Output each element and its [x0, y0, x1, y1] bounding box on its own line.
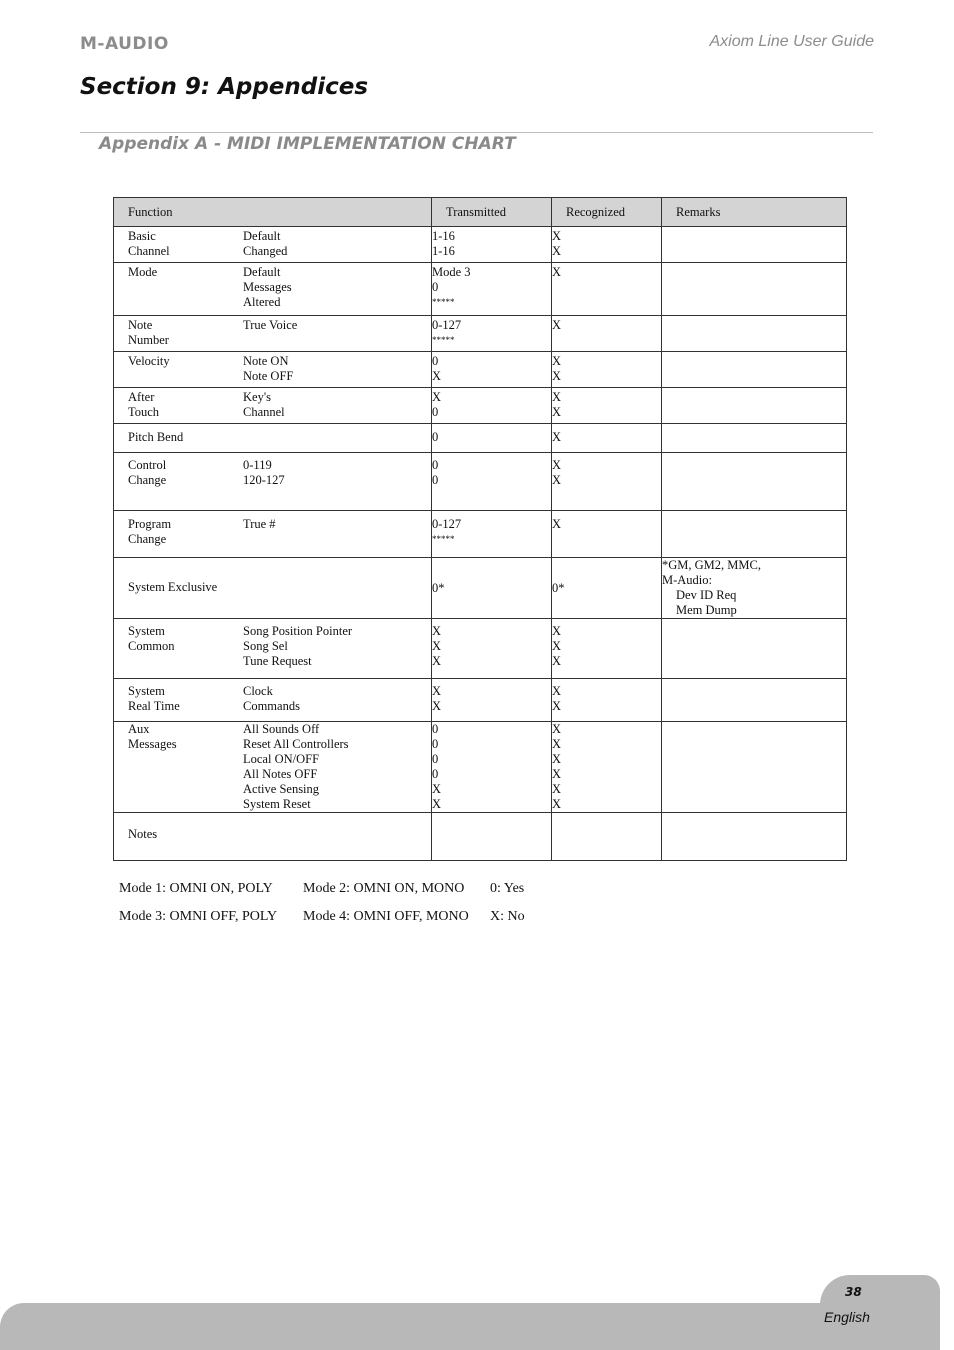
function-name-line: Notes	[128, 827, 158, 841]
function-detail	[243, 318, 297, 333]
transmitted-value: X	[432, 654, 442, 668]
transmitted-value: X	[432, 369, 442, 383]
function-detail-line: Note ON	[243, 354, 289, 368]
recognized-cell	[552, 263, 662, 316]
recognized-cell	[552, 388, 662, 424]
function-name	[128, 265, 157, 280]
transmitted-value: 0	[432, 752, 439, 766]
transmitted-value: 0	[432, 430, 439, 444]
transmitted-value: 1-16	[432, 244, 455, 258]
function-name-line: Note	[128, 318, 153, 332]
recognized-value: X	[552, 517, 562, 531]
transmitted-value: X	[432, 639, 442, 653]
function-detail-line: Messages	[243, 280, 292, 294]
function-name	[128, 430, 183, 445]
recognized-cell	[552, 424, 662, 453]
footer-bar	[0, 1303, 940, 1350]
transmitted-value: 0	[432, 458, 439, 472]
transmitted-cell	[432, 263, 552, 316]
header-function: Function	[114, 198, 432, 227]
transmitted-cell	[432, 813, 552, 861]
table-row	[114, 388, 847, 424]
function-detail-line: 0-119	[243, 458, 272, 472]
function-detail-line: Song Position Pointer	[243, 624, 353, 638]
table-header-row	[114, 198, 847, 227]
function-name-line: Channel	[128, 244, 170, 258]
function-cell	[114, 227, 432, 263]
table-row	[114, 813, 847, 861]
recognized-value: X	[552, 430, 562, 444]
mode2-label: Mode 2: OMNI ON, MONO	[303, 881, 465, 896]
function-name-line: After	[128, 390, 155, 404]
function-cell	[114, 813, 432, 861]
function-name-line: Aux	[128, 722, 150, 736]
recognized-value: X	[552, 752, 562, 766]
function-detail	[243, 229, 287, 259]
mode3-label: Mode 3: OMNI OFF, POLY	[119, 909, 278, 924]
recognized-cell	[552, 227, 662, 263]
function-name	[128, 354, 170, 369]
function-detail	[243, 517, 276, 532]
transmitted-value: *****	[432, 335, 455, 345]
transmitted-cell	[432, 352, 552, 388]
function-name-line: Basic	[128, 229, 156, 243]
appendix-title: Appendix A - MIDI IMPLEMENTATION CHART	[99, 134, 516, 154]
function-name-line: Program	[128, 517, 172, 531]
remarks-cell	[662, 558, 847, 619]
function-detail-line: Altered	[243, 295, 281, 309]
recognized-cell	[552, 679, 662, 722]
recognized-value: X	[552, 699, 562, 713]
midi-implementation-table	[113, 197, 847, 861]
language-label: English	[824, 1309, 870, 1325]
recognized-cell	[552, 813, 662, 861]
recognized-value: X	[552, 654, 562, 668]
transmitted-cell	[432, 424, 552, 453]
function-name	[128, 517, 171, 547]
function-detail-line: Clock	[243, 684, 273, 698]
transmitted-value: Mode 3	[432, 265, 471, 279]
no-legend: X: No	[490, 909, 525, 924]
recognized-value: X	[552, 244, 562, 258]
brand-logo: M-AUDIO	[80, 34, 169, 54]
function-detail-line: True Voice	[243, 318, 298, 332]
function-name-line: Control	[128, 458, 167, 472]
function-cell	[114, 424, 432, 453]
function-name-line: Mode	[128, 265, 158, 279]
transmitted-value: 0	[432, 280, 439, 294]
mode4-label: Mode 4: OMNI OFF, MONO	[303, 909, 469, 924]
function-detail	[243, 458, 285, 488]
function-cell	[114, 558, 432, 619]
mode1-label: Mode 1: OMNI ON, POLY	[119, 881, 273, 896]
function-name	[128, 229, 170, 259]
remarks-cell	[662, 511, 847, 558]
transmitted-value: 1-16	[432, 229, 455, 243]
remarks-cell	[662, 453, 847, 511]
function-name-line: Common	[128, 639, 175, 653]
function-name-line: Messages	[128, 737, 177, 751]
function-name-line: Real Time	[128, 699, 180, 713]
transmitted-cell	[432, 316, 552, 352]
function-detail	[243, 722, 349, 812]
recognized-value: X	[552, 458, 562, 472]
function-cell	[114, 679, 432, 722]
remarks-cell	[662, 424, 847, 453]
function-cell	[114, 263, 432, 316]
function-detail-line: 120-127	[243, 473, 285, 487]
table-row	[114, 227, 847, 263]
recognized-value: X	[552, 390, 562, 404]
transmitted-value: X	[432, 699, 442, 713]
recognized-value: X	[552, 405, 562, 419]
function-name-line: Touch	[128, 405, 160, 419]
transmitted-value: X	[432, 390, 442, 404]
function-detail-line: All Notes OFF	[243, 767, 318, 781]
table-row	[114, 453, 847, 511]
function-detail	[243, 390, 285, 420]
function-name	[128, 827, 157, 842]
function-name	[128, 624, 175, 654]
function-detail-line: Tune Request	[243, 654, 312, 668]
transmitted-value: 0	[432, 722, 439, 736]
table-row	[114, 316, 847, 352]
recognized-value: X	[552, 265, 562, 279]
transmitted-cell	[432, 453, 552, 511]
function-detail	[243, 265, 292, 310]
table-row	[114, 558, 847, 619]
function-detail-line: Key's	[243, 390, 271, 404]
function-name-line: Velocity	[128, 354, 170, 368]
transmitted-cell	[432, 722, 552, 813]
transmitted-value: 0	[432, 405, 439, 419]
transmitted-value: *****	[432, 297, 455, 307]
function-name-line: System Exclusive	[128, 580, 218, 594]
transmitted-value: 0	[432, 354, 439, 368]
recognized-value: X	[552, 639, 562, 653]
transmitted-cell	[432, 227, 552, 263]
recognized-value: X	[552, 354, 562, 368]
recognized-value: X	[552, 229, 562, 243]
function-detail-line: Active Sensing	[243, 782, 320, 796]
recognized-value: X	[552, 684, 562, 698]
function-detail	[243, 354, 293, 384]
remarks-line: Dev ID Req	[676, 588, 737, 602]
transmitted-cell	[432, 679, 552, 722]
recognized-value: 0*	[552, 580, 565, 595]
remarks-cell	[662, 679, 847, 722]
recognized-value: X	[552, 782, 562, 796]
function-detail-line: Default	[243, 265, 281, 279]
transmitted-value: 0-127	[432, 318, 462, 332]
remarks-cell	[662, 722, 847, 813]
remarks-cell	[662, 263, 847, 316]
function-detail-line: Channel	[243, 405, 285, 419]
transmitted-value: 0*	[432, 580, 445, 595]
recognized-value: X	[552, 473, 562, 487]
function-name-line: Change	[128, 473, 167, 487]
recognized-cell	[552, 352, 662, 388]
function-name-line: Change	[128, 532, 167, 546]
function-name	[128, 458, 166, 488]
header-remarks: Remarks	[662, 198, 847, 227]
header-transmitted: Transmitted	[432, 198, 552, 227]
remarks-cell	[662, 316, 847, 352]
table-row	[114, 619, 847, 679]
remarks-cell	[662, 813, 847, 861]
transmitted-value: 0	[432, 473, 439, 487]
guide-title: Axiom Line User Guide	[709, 33, 874, 50]
transmitted-value: 0-127	[432, 517, 462, 531]
function-detail-line: Note OFF	[243, 369, 294, 383]
remarks-line: M-Audio:	[662, 573, 712, 587]
function-cell	[114, 722, 432, 813]
transmitted-cell	[432, 558, 552, 619]
function-name	[128, 318, 169, 348]
header-recognized: Recognized	[552, 198, 662, 227]
function-detail-line: Reset All Controllers	[243, 737, 349, 751]
function-detail-line: Default	[243, 229, 281, 243]
divider	[80, 132, 873, 133]
recognized-cell	[552, 722, 662, 813]
function-name	[128, 722, 177, 752]
table-row	[114, 722, 847, 813]
recognized-value: X	[552, 369, 562, 383]
function-detail-line: Commands	[243, 699, 300, 713]
remarks-line: *GM, GM2, MMC,	[662, 558, 761, 572]
remarks-cell	[662, 388, 847, 424]
recognized-cell	[552, 453, 662, 511]
recognized-value: X	[552, 624, 562, 638]
table-row	[114, 679, 847, 722]
function-detail-line: Song Sel	[243, 639, 288, 653]
function-name-line: Number	[128, 333, 169, 347]
transmitted-value: 0	[432, 737, 439, 751]
recognized-cell	[552, 558, 662, 619]
function-name	[128, 684, 180, 714]
recognized-value: X	[552, 318, 562, 332]
recognized-value: X	[552, 767, 562, 781]
function-name	[128, 580, 217, 595]
table-row	[114, 263, 847, 316]
function-detail-line: All Sounds Off	[243, 722, 320, 736]
function-name-line: System	[128, 684, 165, 698]
function-name	[128, 390, 159, 420]
function-detail	[243, 624, 352, 669]
function-detail-line: Changed	[243, 244, 288, 258]
recognized-cell	[552, 316, 662, 352]
recognized-cell	[552, 511, 662, 558]
table-row	[114, 424, 847, 453]
remarks-line: Mem Dump	[676, 603, 737, 617]
transmitted-value: X	[432, 624, 442, 638]
function-cell	[114, 352, 432, 388]
remarks-cell	[662, 619, 847, 679]
function-cell	[114, 619, 432, 679]
transmitted-value: 0	[432, 767, 439, 781]
transmitted-value: X	[432, 684, 442, 698]
transmitted-value: X	[432, 797, 442, 811]
yes-legend: 0: Yes	[490, 881, 525, 896]
function-detail-line: Local ON/OFF	[243, 752, 320, 766]
section-title: Section 9: Appendices	[80, 74, 369, 100]
table-row	[114, 352, 847, 388]
recognized-value: X	[552, 797, 562, 811]
transmitted-cell	[432, 619, 552, 679]
transmitted-value: X	[432, 782, 442, 796]
function-name-line: System	[128, 624, 165, 638]
function-name-line: Pitch Bend	[128, 430, 184, 444]
remarks-cell	[662, 352, 847, 388]
function-cell	[114, 316, 432, 352]
function-detail	[243, 684, 300, 714]
transmitted-cell	[432, 511, 552, 558]
recognized-cell	[552, 619, 662, 679]
function-detail-line: System Reset	[243, 797, 311, 811]
function-cell	[114, 453, 432, 511]
function-detail-line: True #	[243, 517, 276, 531]
recognized-value: X	[552, 737, 562, 751]
page-number: 38	[845, 1285, 862, 1299]
transmitted-cell	[432, 388, 552, 424]
table-row	[114, 511, 847, 558]
transmitted-value: *****	[432, 534, 455, 544]
function-cell	[114, 511, 432, 558]
function-cell	[114, 388, 432, 424]
recognized-value: X	[552, 722, 562, 736]
remarks-cell	[662, 227, 847, 263]
